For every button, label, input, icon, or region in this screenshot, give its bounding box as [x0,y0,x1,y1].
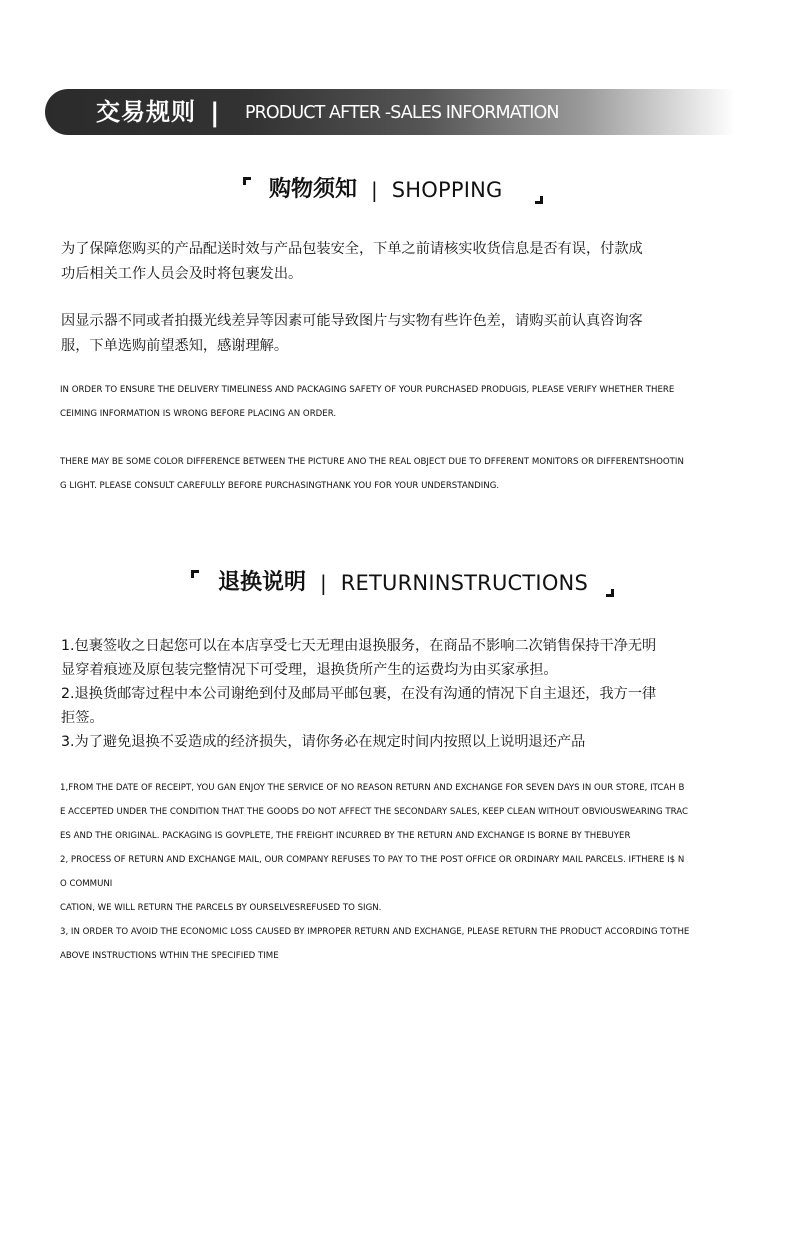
text-line: IN ORDER TO ENSURE THE DELIVERY TIMELINESS AND PACKAGING SAFETY OF YOUR PURCHASED PRODUGIS, PLEASE VERIFY WHETHER THERE [60,385,675,395]
returns-english-list [60,776,750,968]
shopping-heading [269,173,503,207]
returns-title-separator: | [320,571,327,595]
text-line: 拒签。 [61,710,104,726]
text-line: ABOVE INSTRUCTIONS WTHIN THE SPECIFIED TIME [60,951,279,961]
corner-bracket-top-left [191,570,199,578]
banner-separator: | [210,98,220,128]
text-line: E ACCEPTED UNDER THE CONDITION THAT THE GOODS DO NOT AFFECT THE SECONDARY SALES, KEEP CLEAN WITHOUT OBVIOUSWEARING TRAC [60,807,688,817]
shopping-paragraph-2 [61,309,741,359]
corner-bracket-top-left [243,177,251,185]
text-line: 3.为了避免退换不妥造成的经济损失，请你务必在规定时间内按照以上说明退还产品 [61,734,586,750]
shopping-english-paragraph-1 [60,378,750,426]
text-line: O COMMUNI [60,879,113,889]
text-line: 2, PROCESS OF RETURN AND EXCHANGE MAIL, OUR COMPANY REFUSES TO PAY TO THE POST OFFICE OR ORDINARY MAIL PARCELS. IFTHERE I$ N [60,855,685,865]
text-line: G LIGHT. PLEASE CONSULT CAREFULLY BEFORE PURCHASINGTHANK YOU FOR YOUR UNDERSTANDING. [60,481,500,491]
text-line: 因显示器不同或者拍摄光线差异等因素可能导致图片与实物有些许色差，请购买前认真咨询客 [61,313,643,329]
shopping-english-paragraph-2 [60,450,750,498]
shopping-title-en: SHOPPING [391,178,503,202]
corner-bracket-bottom-right [606,589,614,597]
returns-heading [218,566,588,600]
returns-title-en: RETURNINSTRUCTIONS [340,571,588,595]
banner-title-en: PRODUCT AFTER -SALES INFORMATION [245,103,559,123]
text-line: 功后相关工作人员会及时将包裹发出。 [61,266,303,282]
returns-title-cn: 退换说明 [218,570,307,595]
text-line: 1.包裹签收之日起您可以在本店享受七天无理由退换服务，在商品不影响二次销售保持干净无明 [61,638,657,654]
text-line: THERE MAY BE SOME COLOR DIFFERENCE BETWEEN THE PICTURE ANO THE REAL OBJECT DUE TO DFFERENT MONITORS OR DIFFERENTSHOOTIN [60,457,684,467]
returns-chinese-list [61,634,741,754]
banner-title-cn: 交易规则 [96,98,196,126]
text-line: 为了保障您购买的产品配送时效与产品包装安全，下单之前请核实收货信息是否有误，付款成 [61,241,643,257]
shopping-paragraph-1 [61,237,741,287]
text-line: 1,FROM THE DATE OF RECEIPT, YOU GAN ENJOY THE SERVICE OF NO REASON RETURN AND EXCHANGE FOR SEVEN DAYS IN OUR STORE, ITCAH B [60,783,685,793]
shopping-title-separator: | [371,178,378,202]
corner-bracket-bottom-right [535,196,543,204]
text-line: ES AND THE ORIGINAL. PACKAGING IS GOVPLETE, THE FREIGHT INCURRED BY THE RETURN AND EXCHANGE IS BORNE BY THEBUYER [60,831,631,841]
shopping-title-cn: 购物须知 [269,177,358,202]
text-line: 2.退换货邮寄过程中本公司谢绝到付及邮局平邮包裹，在没有沟通的情况下自主退还，我方一律 [61,686,657,702]
text-line: 显穿着痕迹及原包装完整情况下可受理，退换货所产生的运费均为由买家承担。 [61,662,558,678]
text-line: CATION, WE WILL RETURN THE PARCELS BY OURSELVESREFUSED TO SIGN. [60,903,382,913]
text-line: 服，下单选购前望悉知，感谢理解。 [61,338,289,354]
text-line: CEIMING INFORMATION IS WRONG BEFORE PLACING AN ORDER. [60,409,337,419]
text-line: 3, IN ORDER TO AVOID THE ECONOMIC LOSS CAUSED BY IMPROPER RETURN AND EXCHANGE, PLEASE RETURN THE PRODUCT ACCORDING TOTHE [60,927,690,937]
